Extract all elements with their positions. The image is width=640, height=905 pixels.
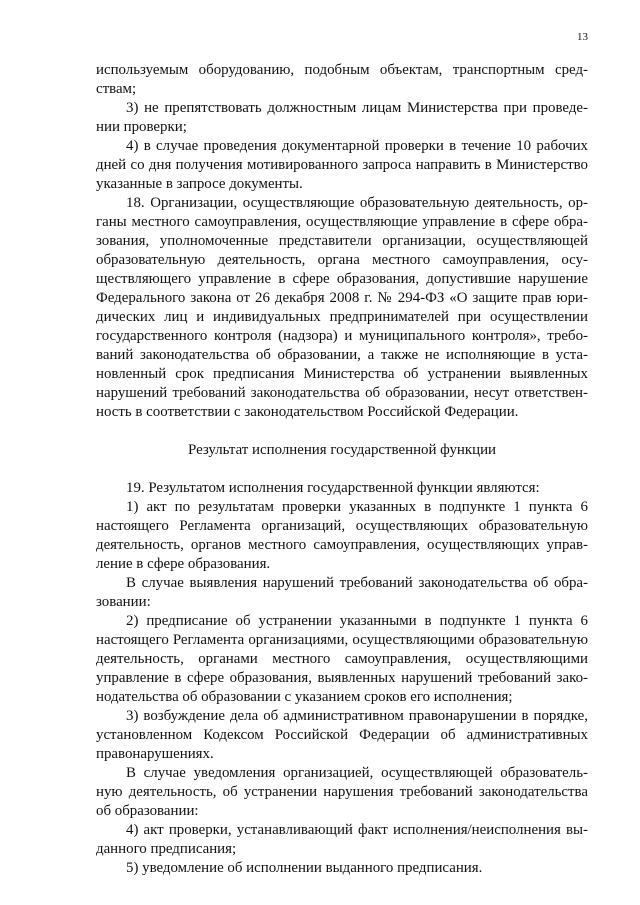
paragraph-top-2: 4) в случае проведения документарной проверки в течение 10 рабочих дней со дня получения мотивированного запроса направить в Министерство указанные в запросе документы. <box>96 138 588 192</box>
document-body <box>96 61 588 878</box>
paragraph-bottom-3: 2) предписание об устранении указанными в подпункте 1 пункта 6 настоящего Регламента организациями, осуществляющими образовательную деятельность, органами местного самоуправления, осуществляющими управление в сфере образования, выявленных нарушений требований законодательства об образовании с указанием сроков его исполнения; <box>96 613 588 705</box>
paragraph-bottom-6: 4) акт проверки, устанавливающий факт исполнения/неисполнения выданного предписания; <box>96 822 588 857</box>
page-number: 13 <box>577 31 588 43</box>
paragraph-bottom-1: 1) акт по результатам проверки указанных в подпункте 1 пункта 6 настоящего Регламента организаций, осуществляющих образовательную деятельность, органов местного самоуправления, осуществляющих управление в сфере образования. <box>96 499 588 572</box>
paragraph-bottom-5: В случае уведомления организацией, осуществляющей образовательную деятельность, об устранении нарушения требований законодательства об образовании: <box>96 765 588 819</box>
paragraph-top-0: используемым оборудованию, подобным объектам, транспортным средствам; <box>96 62 588 97</box>
paragraph-top-3: 18. Организации, осуществляющие образовательную деятельность, органы местного самоуправления, осуществляющие управление в сфере образования, уполномоченные представители организации, осуществляющей образовательную деятельность, органа местного самоуправления, осуществляющего управление в сфере образования, допустившие нарушение Федерального закона от 26 декабря 2008 г. № 294-ФЗ «О защите прав юридических лиц и индивидуальных предпринимателей при осуществлении государственного контроля (надзора) и муниципального контроля», требований законодательства об образовании, а также не исполняющие в установленный срок предписания Министерства об устранении выявленных нарушений требований законодательства об образовании, несут ответственность в соответствии с законодательством Российской Федерации. <box>96 195 588 420</box>
paragraph-bottom-7: 5) уведомление об исполнении выданного предписания. <box>126 860 483 876</box>
paragraph-bottom-4: 3) возбуждение дела об административном правонарушении в порядке, установленном Кодексом Российской Федерации об административных правонарушениях. <box>96 708 588 762</box>
paragraph-top-1: 3) не препятствовать должностным лицам Министерства при проведении проверки; <box>96 100 588 135</box>
paragraph-bottom-0: 19. Результатом исполнения государственной функции являются: <box>126 480 540 496</box>
paragraph-bottom-2: В случае выявления нарушений требований законодательства об образовании: <box>96 575 588 610</box>
section-title: Результат исполнения государственной функции <box>187 442 497 458</box>
